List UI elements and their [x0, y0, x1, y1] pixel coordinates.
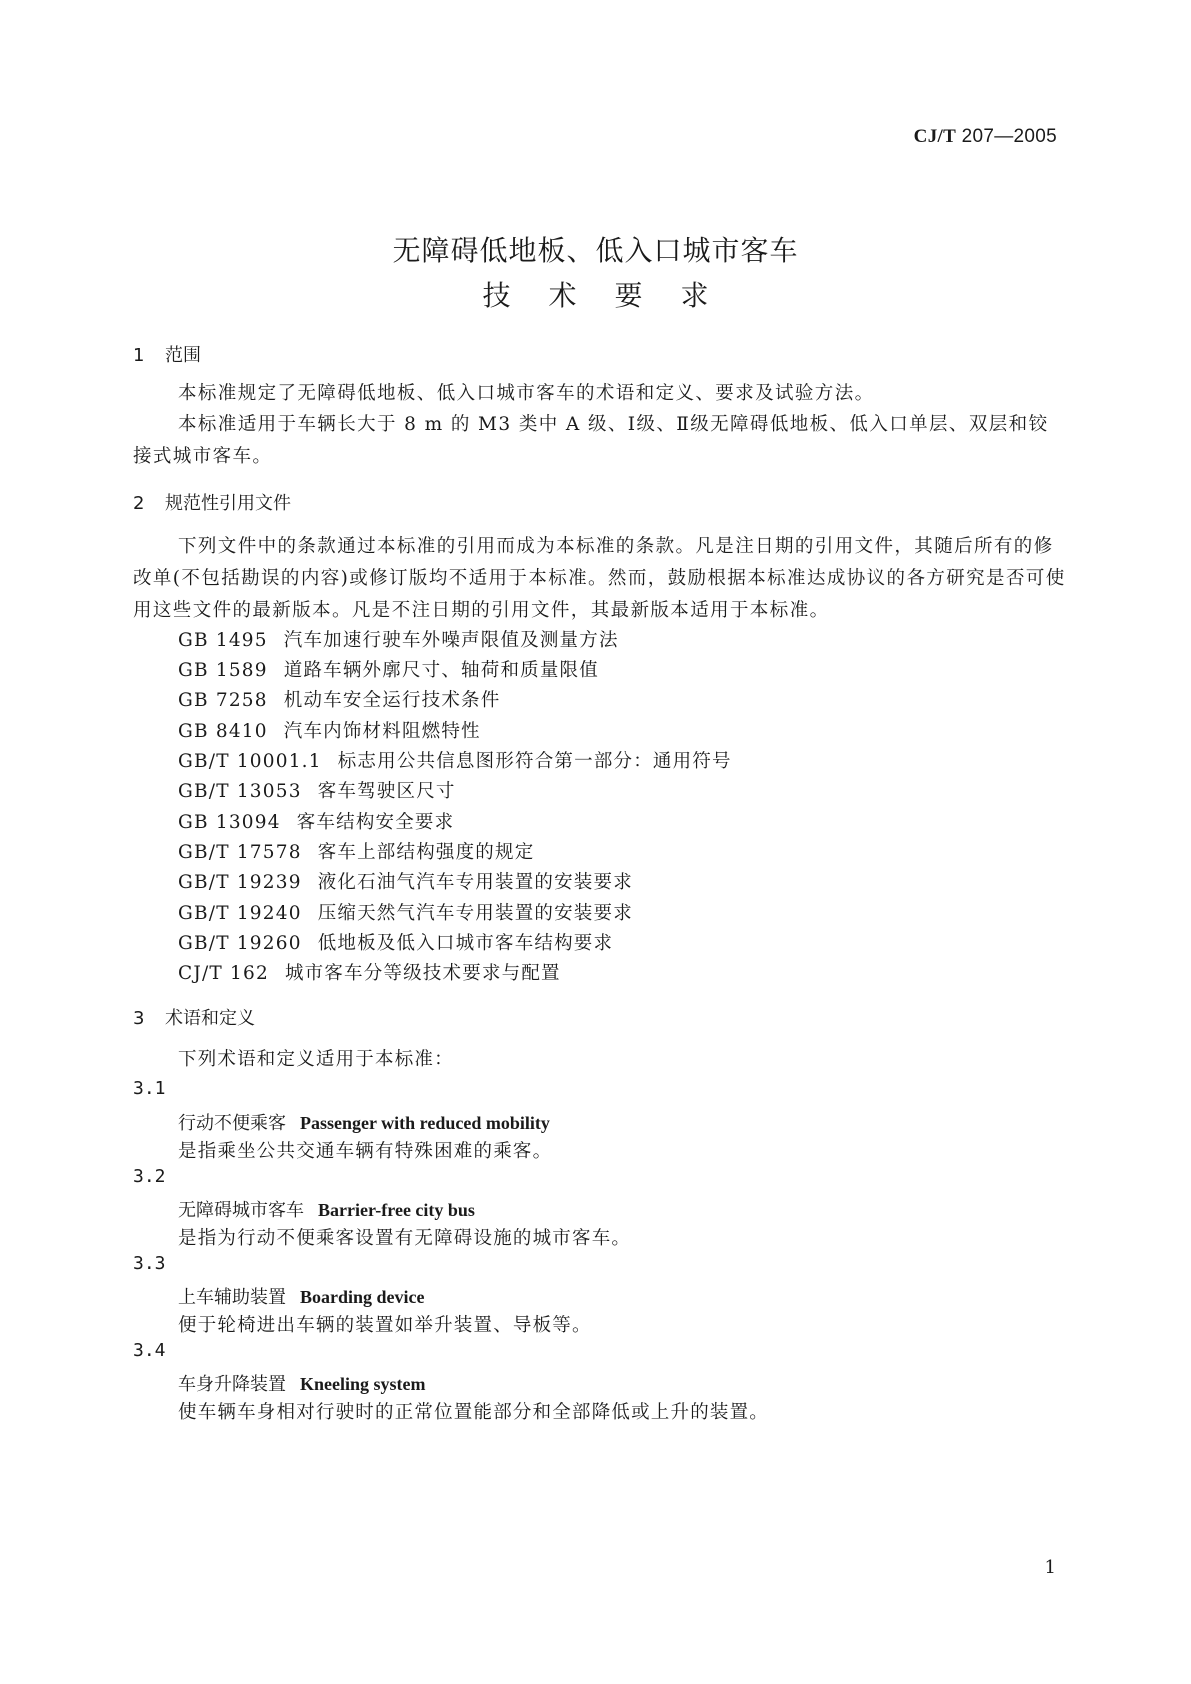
reference-code: GB 13094 — [178, 812, 281, 833]
term-heading — [178, 1196, 475, 1222]
reference-code: GB/T 19239 — [178, 872, 302, 893]
clause-number: 3.2 — [133, 1166, 166, 1187]
section-heading-terms — [133, 1004, 255, 1030]
reference-code: GB/T 19240 — [178, 903, 302, 924]
section-number: 3 — [133, 1008, 145, 1029]
term-definition: 是指乘坐公共交通车辆有特殊困难的乘客。 — [178, 1141, 553, 1162]
reference-title: 城市客车分等级技术要求与配置 — [284, 963, 561, 984]
term-zh: 无障碍城市客车 — [178, 1200, 304, 1221]
reference-code: GB 1495 — [178, 630, 268, 651]
section-heading-scope — [133, 341, 201, 367]
document-title: 无障碍低地板、低入口城市客车 — [392, 234, 799, 267]
term-zh: 上车辅助装置 — [178, 1287, 286, 1308]
standard-prefix: CJ/T — [913, 126, 957, 147]
reference-code: GB/T 19260 — [178, 933, 302, 954]
reference-title: 客车上部结构强度的规定 — [317, 842, 535, 863]
term-heading — [178, 1283, 425, 1309]
section-title: 范围 — [165, 345, 201, 366]
section-title: 术语和定义 — [165, 1008, 255, 1029]
reference-title: 液化石油气汽车专用装置的安装要求 — [317, 872, 633, 893]
term-en: Boarding device — [300, 1287, 425, 1307]
reference-code: GB/T 17578 — [178, 842, 302, 863]
reference-code: GB/T 10001.1 — [178, 751, 322, 772]
reference-item — [178, 808, 454, 834]
reference-item — [178, 626, 619, 652]
reference-title: 标志用公共信息图形符合第一部分：通用符号 — [337, 751, 732, 772]
reference-item — [178, 868, 633, 894]
section-heading-normative-references — [133, 489, 291, 515]
reference-item — [178, 747, 732, 773]
term-definition: 便于轮椅进出车辆的装置如举升装置、导板等。 — [178, 1315, 592, 1336]
reference-code: GB 8410 — [178, 721, 268, 742]
term-en: Kneeling system — [300, 1374, 426, 1394]
term-zh: 行动不便乘客 — [178, 1113, 286, 1134]
reference-title: 机动车安全运行技术条件 — [283, 690, 501, 711]
reference-title: 汽车内饰材料阻燃特性 — [283, 721, 481, 742]
reference-item — [178, 929, 613, 955]
reference-code: GB 1589 — [178, 660, 268, 681]
standard-code — [914, 126, 1057, 148]
page-number: 1 — [1044, 1557, 1056, 1578]
reference-code: GB/T 13053 — [178, 781, 302, 802]
section-title: 规范性引用文件 — [165, 493, 291, 514]
reference-item — [178, 656, 599, 682]
document-subtitle: 技术要求 — [482, 279, 747, 312]
term-definition: 是指为行动不便乘客设置有无障碍设施的城市客车。 — [178, 1228, 632, 1249]
clause-number: 3.3 — [133, 1253, 166, 1274]
term-heading — [178, 1370, 426, 1396]
reference-item — [178, 899, 633, 925]
reference-title: 压缩天然气汽车专用装置的安装要求 — [317, 903, 633, 924]
standard-number: 207—2005 — [956, 126, 1057, 147]
clause-number: 3.4 — [133, 1340, 166, 1361]
reference-title: 汽车加速行驶车外噪声限值及测量方法 — [283, 630, 619, 651]
reference-item — [178, 777, 456, 803]
reference-title: 低地板及低入口城市客车结构要求 — [317, 933, 614, 954]
reference-title: 客车驾驶区尺寸 — [317, 781, 456, 802]
reference-item — [178, 959, 561, 985]
term-heading — [178, 1109, 550, 1135]
scope-paragraph-1: 本标准规定了无障碍低地板、低入口城市客车的术语和定义、要求及试验方法。 — [178, 383, 875, 404]
term-en: Barrier-free city bus — [318, 1200, 475, 1220]
terms-intro: 下列术语和定义适用于本标准： — [178, 1049, 454, 1070]
term-definition: 使车辆车身相对行驶时的正常位置能部分和全部降低或上升的装置。 — [178, 1402, 770, 1423]
scope-paragraph-2: 本标准适用于车辆长大于 8 m 的 M3 类中 A 级、Ⅰ级、Ⅱ级无障碍低地板、低入口单层、双层和铰接式城市客车。 — [133, 414, 1049, 467]
references-intro-paragraph: 下列文件中的条款通过本标准的引用而成为本标准的条款。凡是注日期的引用文件，其随后所有的修改单(不包括勘误的内容)或修订版均不适用于本标准。然而，鼓励根据本标准达成协议的各方研究是否可使用这些文件的最新版本。凡是不注日期的引用文件，其最新版本适用于本标准。 — [133, 536, 1066, 621]
reference-code: GB 7258 — [178, 690, 268, 711]
clause-number: 3.1 — [133, 1078, 166, 1099]
section-number: 1 — [133, 345, 145, 366]
term-en: Passenger with reduced mobility — [300, 1113, 550, 1133]
section-number: 2 — [133, 493, 145, 514]
reference-item — [178, 838, 534, 864]
term-zh: 车身升降装置 — [178, 1374, 286, 1395]
reference-title: 道路车辆外廓尺寸、轴荷和质量限值 — [283, 660, 599, 681]
reference-code: CJ/T 162 — [178, 963, 269, 984]
reference-item — [178, 717, 481, 743]
reference-item — [178, 686, 500, 712]
reference-title: 客车结构安全要求 — [296, 812, 455, 833]
